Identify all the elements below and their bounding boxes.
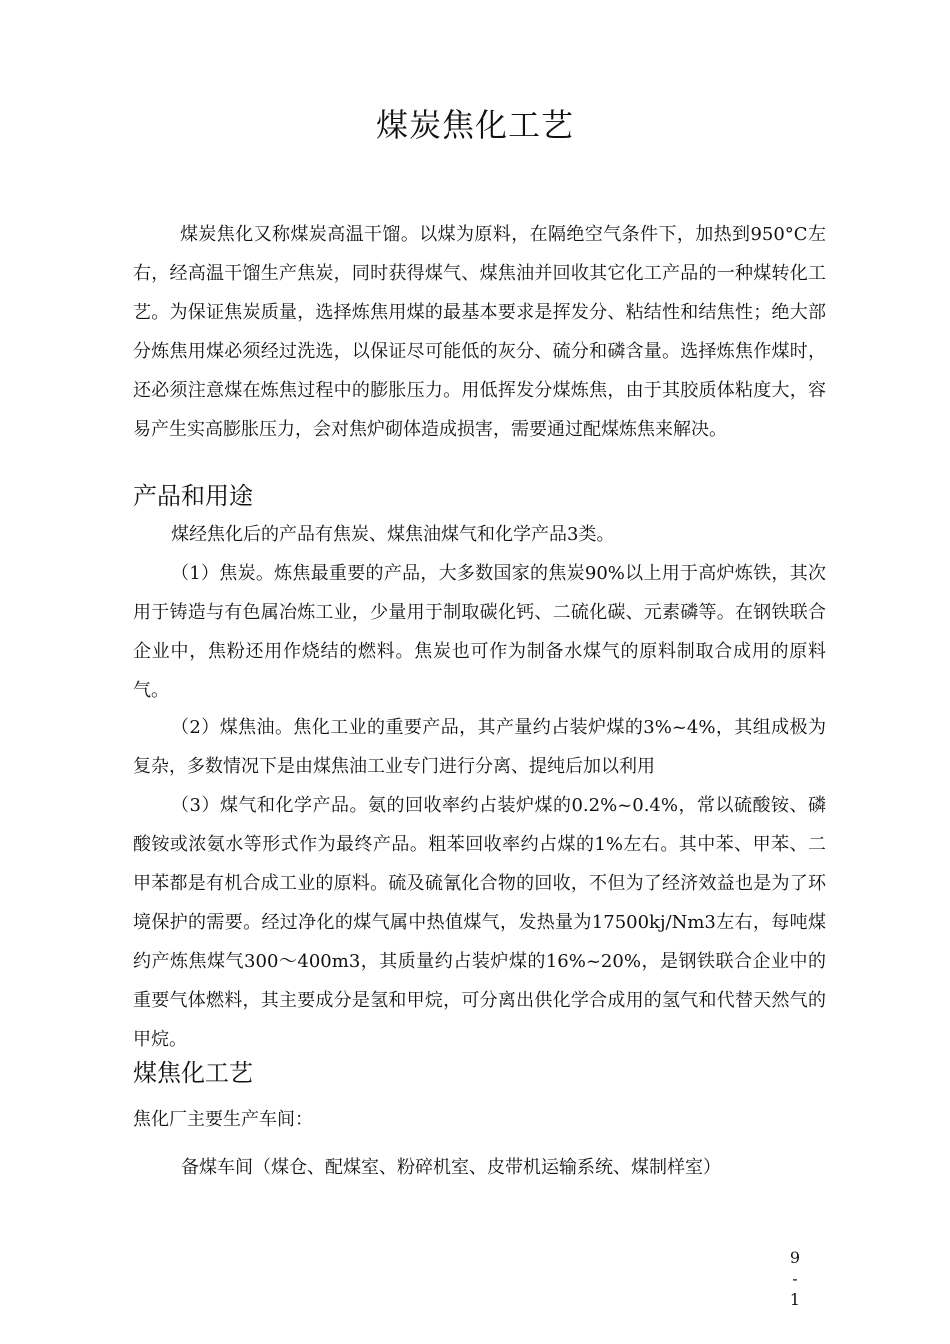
process-lead-paragraph: 焦化厂主要生产车间： (133, 1109, 313, 1130)
page-number-line-2: - (792, 1269, 798, 1288)
intro-paragraph: 煤炭焦化又称煤炭高温干馏。以煤为原料，在隔绝空气条件下，加热到950°C左右，经高温干馏生产焦炭，同时获得煤气、煤焦油并回收其它化工产品的一种煤转化工艺。为保证焦炭质量，选择炼焦用煤的最基本要求是挥发分、粘结性和结焦性；绝大部分炼焦用煤必须经过洗选，以保证尽可能低的灰分、硫分和磷含量。选择炼焦作煤时，还必须注意煤在炼焦过程中的膨胀压力。用低挥发分煤炼焦，由于其胶质体粘度大，容易产生实高膨胀压力，会对焦炉砌体造成损害，需要通过配煤炼焦来解决。 (133, 224, 826, 440)
coke-paragraph: （1）焦炭。炼焦最重要的产品，大多数国家的焦炭90%以上用于高炉炼铁，其次用于铸造与有色属冶炼工业，少量用于制取碳化钙、二硫化碳、元素磷等。在钢铁联合企业中，焦粉还用作烧结的燃料。焦炭也可作为制备水煤气的原料制取合成用的原料气。 (133, 563, 826, 701)
coal-tar-paragraph: （2）煤焦油。焦化工业的重要产品，其产量约占装炉煤的3%~4%，其组成极为复杂，多数情况下是由煤焦油工业专门进行分离、提纯后加以利用 (133, 717, 826, 777)
page-number-line-1: 9 (789, 1248, 801, 1267)
document-title: 煤炭焦化工艺 (375, 106, 574, 144)
coal-prep-workshop-item: 备煤车间（煤仓、配煤室、粉碎机室、皮带机运输系统、煤制样室） (181, 1157, 721, 1178)
page-number (788, 1247, 802, 1310)
products-lead-paragraph: 煤经焦化后的产品有焦炭、煤焦油煤气和化学产品3类。 (171, 524, 615, 545)
page-number-line-3: 1 (789, 1290, 801, 1309)
section-heading-products: 产品和用途 (133, 482, 253, 510)
section-heading-process: 煤焦化工艺 (133, 1059, 253, 1087)
gas-chemicals-paragraph: （3）煤气和化学产品。氨的回收率约占装炉煤的0.2%~0.4%，常以硫酸铵、磷酸铵或浓氨水等形式作为最终产品。粗苯回收率约占煤的1%左右。其中苯、甲苯、二甲苯都是有机合成工业的原料。硫及硫氰化合物的回收，不但为了经济效益也是为了环境保护的需要。经过净化的煤气属中热值煤气，发热量为17500kj/Nm3左右，每吨煤约产炼焦煤气300〜400m3，其质量约占装炉煤的16%~20%，是钢铁联合企业中的重要气体燃料，其主要成分是氢和甲烷，可分离出供化学合成用的氢气和代替天然气的甲烷。 (133, 795, 826, 1050)
